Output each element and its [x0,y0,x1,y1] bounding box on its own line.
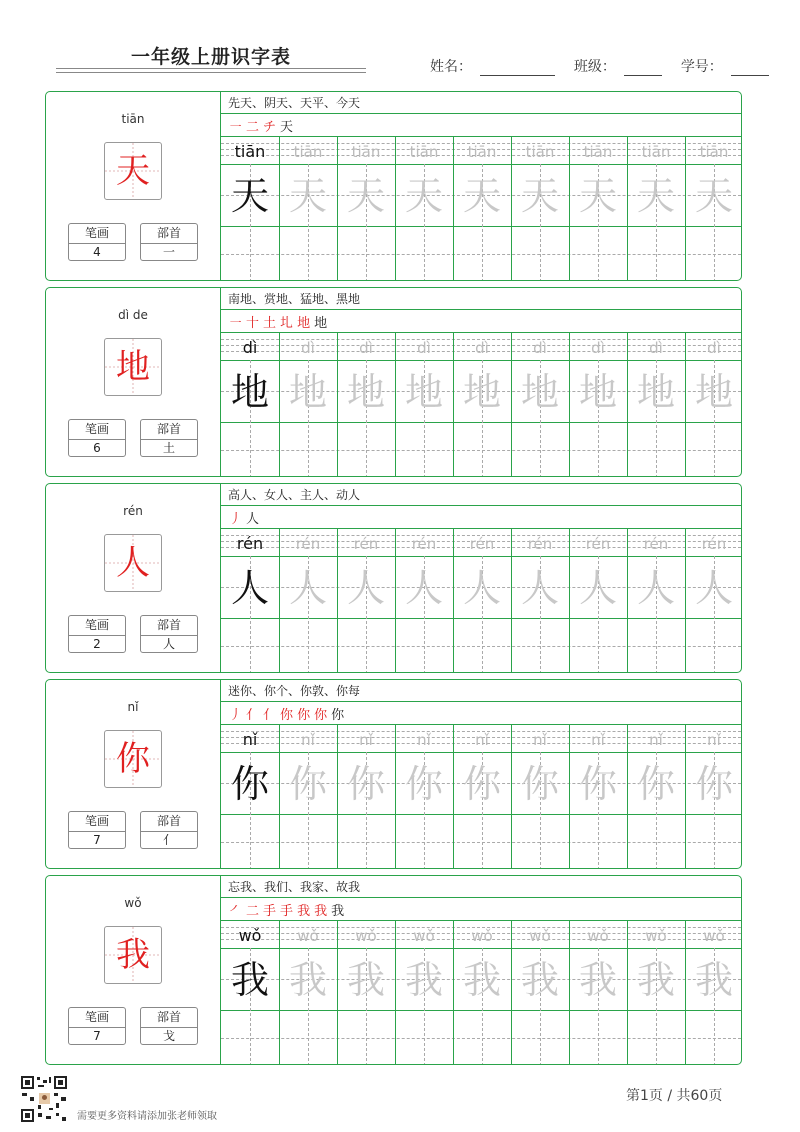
trace-character: 人 [404,566,443,610]
stroke-step: ㇒ [229,904,244,919]
grid-line [221,136,741,137]
stroke-step: 你 [331,708,346,723]
character-glyph: 地 [116,347,150,387]
stroke-step: 丿 [229,512,244,527]
radical-box [140,811,198,849]
character-glyph: 天 [116,151,150,191]
example-words: 忘我、我们、我家、故我 [228,880,361,894]
character-glyph: 人 [116,543,150,583]
character-pinyin: rén [123,504,143,518]
radical-box-label: 部首 [141,420,197,440]
trace-pinyin: wǒ [413,927,435,945]
writing-cell[interactable] [685,423,742,477]
radical-box-value: 人 [162,637,175,651]
trace-character: 你 [346,762,385,806]
trace-pinyin: dì [475,339,489,357]
footer-note: 需要更多资料请添加张老师领取 [77,1111,217,1122]
writing-cell[interactable] [511,1011,569,1065]
writing-cell[interactable] [685,619,742,673]
trace-character: 你 [578,762,617,806]
radical-box-label: 部首 [141,224,197,244]
writing-cell[interactable] [337,815,395,869]
writing-cell[interactable] [685,1011,742,1065]
trace-pinyin: dì [649,339,663,357]
stroke-step: チ [263,120,278,135]
practice-grid [221,876,741,1064]
stroke-order [229,116,297,135]
writing-cell[interactable] [279,815,337,869]
writing-cell[interactable] [453,423,511,477]
stroke-step: 你 [280,708,295,723]
trace-character: 你 [636,762,675,806]
trace-pinyin: rén [353,535,379,553]
character-card [45,91,742,281]
trace-character: 我 [520,958,559,1002]
writing-cell[interactable] [395,619,453,673]
trace-pinyin: tiān [699,143,729,161]
stroke-step: 人 [246,512,261,527]
writing-cell[interactable] [569,815,627,869]
trace-pinyin: nǐ [533,731,547,749]
trace-character: 我 [288,958,327,1002]
model-character: 你 [230,762,269,806]
writing-cell[interactable] [511,619,569,673]
stroke-count-box [68,1007,126,1045]
trace-pinyin: wǒ [645,927,667,945]
writing-cell[interactable] [627,227,685,281]
trace-character: 天 [578,174,617,218]
character-summary [46,680,221,868]
stroke-step: 地 [314,316,329,331]
writing-cell[interactable] [569,619,627,673]
example-words: 南地、赏地、猛地、黑地 [228,292,361,306]
trace-character: 人 [578,566,617,610]
trace-pinyin: nǐ [359,731,373,749]
character-pinyin: nǐ [127,700,139,714]
trace-character: 人 [636,566,675,610]
stroke-step: 亻 [263,708,278,723]
writing-cell[interactable] [685,227,742,281]
grid-line [221,724,741,725]
title-rule-lower [56,72,366,73]
example-words: 迷你、你个、你敦、你每 [228,684,361,698]
writing-cell[interactable] [627,619,685,673]
writing-cell[interactable] [511,227,569,281]
trace-character: 地 [694,370,733,414]
trace-pinyin: tiān [409,143,439,161]
character-summary [46,288,221,476]
stroke-step: 十 [246,316,261,331]
model-pinyin: rén [236,534,264,553]
stroke-step: 丿 [229,708,244,723]
trace-pinyin: nǐ [301,731,315,749]
trace-character: 我 [636,958,675,1002]
trace-pinyin: wǒ [587,927,609,945]
writing-cell[interactable] [395,1011,453,1065]
writing-cell[interactable] [453,1011,511,1065]
character-pinyin: dì de [118,308,148,322]
trace-character: 人 [288,566,327,610]
character-summary [46,876,221,1064]
character-pinyin: tiān [121,112,145,126]
trace-pinyin: rén [585,535,611,553]
trace-character: 你 [404,762,443,806]
writing-cell[interactable] [453,619,511,673]
stroke-step: 你 [297,708,312,723]
trace-character: 你 [520,762,559,806]
trace-character: 天 [636,174,675,218]
writing-cell[interactable] [453,227,511,281]
stroke-step: ㇐ [229,316,244,331]
trace-character: 地 [578,370,617,414]
trace-character: 我 [404,958,443,1002]
trace-pinyin: nǐ [417,731,431,749]
trace-character: 天 [520,174,559,218]
page-title: 一年级上册识字表 [130,46,291,68]
grid-line [221,309,741,310]
stroke-step: 地 [297,316,312,331]
stroke-count-box [68,615,126,653]
stroke-step: 手 [263,904,278,919]
writing-cell[interactable] [511,815,569,869]
stroke-count-box-value: 6 [93,441,101,455]
writing-cell[interactable] [279,423,337,477]
trace-pinyin: dì [301,339,315,357]
name-field[interactable] [480,61,555,76]
character-box [104,338,162,396]
trace-pinyin: tiān [351,143,381,161]
writing-cell[interactable] [337,619,395,673]
character-card [45,875,742,1065]
trace-pinyin: nǐ [475,731,489,749]
stroke-count-box-label: 笔画 [69,812,125,832]
stroke-step: 我 [331,904,346,919]
trace-pinyin: tiān [293,143,323,161]
trace-character: 我 [346,958,385,1002]
trace-pinyin: rén [643,535,669,553]
character-box [104,730,162,788]
trace-character: 天 [462,174,501,218]
grid-line [221,113,741,114]
stroke-order [229,704,348,723]
number-field[interactable] [731,61,769,76]
trace-pinyin: dì [533,339,547,357]
writing-cell[interactable] [627,423,685,477]
trace-pinyin: wǒ [529,927,551,945]
stroke-step: 二 [246,120,261,135]
model-pinyin: dì [242,338,258,357]
stroke-order [229,312,331,331]
grid-line [221,556,741,557]
writing-cell[interactable] [337,227,395,281]
radical-box-value: 土 [162,441,175,455]
trace-character: 天 [694,174,733,218]
writing-cell[interactable] [627,1011,685,1065]
stroke-step: ㇐ [229,120,244,135]
title-rule [56,68,366,69]
character-box [104,534,162,592]
stroke-step: 我 [314,904,329,919]
trace-character: 地 [404,370,443,414]
trace-character: 人 [346,566,385,610]
trace-character: 地 [288,370,327,414]
stroke-count-box-label: 笔画 [69,616,125,636]
class-label: 班级： [573,59,616,75]
trace-character: 你 [288,762,327,806]
writing-cell[interactable] [337,1011,395,1065]
character-summary [46,484,221,672]
grid-line [221,948,741,949]
example-words: 高人、女人、主人、动人 [228,488,361,502]
stroke-count-box-value: 7 [93,1029,101,1043]
stroke-count-box-label: 笔画 [69,1008,125,1028]
radical-box-label: 部首 [141,1008,197,1028]
trace-character: 我 [462,958,501,1002]
trace-pinyin: tiān [525,143,555,161]
page-number: 第1页 / 共60页 [626,1088,723,1104]
writing-cell[interactable] [221,619,279,673]
qr-code [20,1075,68,1123]
grid-line [221,332,741,333]
model-character: 我 [230,958,269,1002]
writing-cell[interactable] [685,815,742,869]
radical-box-value: 一 [162,245,175,259]
grid-line [221,752,741,753]
radical-box-label: 部首 [141,616,197,636]
name-label: 姓名： [430,59,472,75]
character-glyph: 你 [116,739,150,779]
writing-cell[interactable] [221,423,279,477]
stroke-count-box [68,419,126,457]
writing-cell[interactable] [395,815,453,869]
trace-character: 地 [346,370,385,414]
number-label: 学号： [680,59,723,75]
writing-cell[interactable] [221,815,279,869]
writing-cell[interactable] [221,227,279,281]
radical-box [140,223,198,261]
radical-box [140,615,198,653]
trace-pinyin: wǒ [297,927,319,945]
trace-pinyin: rén [411,535,437,553]
trace-character: 地 [520,370,559,414]
character-pinyin: wǒ [124,896,142,910]
writing-cell[interactable] [279,619,337,673]
example-words: 先天、阴天、天平、今天 [228,96,361,110]
model-pinyin: wǒ [238,926,262,945]
trace-pinyin: rén [527,535,553,553]
model-pinyin: tiān [234,142,266,161]
model-pinyin: nǐ [242,730,258,749]
practice-grid [221,92,741,280]
writing-cell[interactable] [279,227,337,281]
grid-line [221,360,741,361]
stroke-count-box-value: 2 [93,637,101,651]
trace-pinyin: nǐ [707,731,721,749]
trace-character: 人 [520,566,559,610]
trace-pinyin: dì [707,339,721,357]
model-character: 天 [230,174,269,218]
stroke-order [229,900,348,919]
radical-box-value: 亻 [162,833,175,847]
trace-character: 我 [578,958,617,1002]
character-card [45,679,742,869]
character-summary [46,92,221,280]
trace-character: 地 [636,370,675,414]
character-glyph: 我 [116,935,150,975]
writing-cell[interactable] [569,1011,627,1065]
writing-cell[interactable] [279,1011,337,1065]
trace-pinyin: dì [417,339,431,357]
writing-cell[interactable] [511,423,569,477]
stroke-count-box [68,223,126,261]
trace-character: 你 [694,762,733,806]
trace-pinyin: wǒ [471,927,493,945]
writing-cell[interactable] [453,815,511,869]
stroke-order [229,508,263,527]
writing-cell[interactable] [221,1011,279,1065]
class-field[interactable] [624,61,662,76]
stroke-step: 手 [280,904,295,919]
character-card [45,287,742,477]
writing-cell[interactable] [569,227,627,281]
student-info [430,56,769,76]
trace-character: 人 [694,566,733,610]
grid-line [221,164,741,165]
practice-grid [221,484,741,672]
trace-character: 我 [694,958,733,1002]
practice-grid [221,680,741,868]
writing-cell[interactable] [395,423,453,477]
stroke-step: 二 [246,904,261,919]
stroke-step: 土 [263,316,278,331]
model-character: 地 [230,370,269,414]
radical-box [140,419,198,457]
trace-character: 天 [404,174,443,218]
stroke-count-box [68,811,126,849]
radical-box-value: 戈 [162,1029,175,1043]
radical-box-label: 部首 [141,812,197,832]
trace-character: 天 [288,174,327,218]
character-box [104,926,162,984]
trace-pinyin: tiān [583,143,613,161]
trace-character: 地 [462,370,501,414]
grid-line [221,897,741,898]
stroke-step: 亻 [246,708,261,723]
stroke-step: 我 [297,904,312,919]
stroke-count-box-value: 7 [93,833,101,847]
trace-pinyin: dì [591,339,605,357]
practice-grid [221,288,741,476]
trace-pinyin: rén [295,535,321,553]
stroke-step: 天 [280,120,295,135]
stroke-count-box-label: 笔画 [69,224,125,244]
writing-cell[interactable] [337,423,395,477]
radical-box [140,1007,198,1045]
trace-pinyin: rén [469,535,495,553]
trace-pinyin: wǒ [355,927,377,945]
writing-cell[interactable] [627,815,685,869]
trace-character: 你 [462,762,501,806]
trace-pinyin: tiān [641,143,671,161]
trace-pinyin: dì [359,339,373,357]
grid-line [221,920,741,921]
stroke-count-box-label: 笔画 [69,420,125,440]
model-character: 人 [230,566,269,610]
trace-pinyin: nǐ [649,731,663,749]
writing-cell[interactable] [569,423,627,477]
stroke-step: 圠 [280,316,295,331]
character-box [104,142,162,200]
trace-character: 人 [462,566,501,610]
stroke-count-box-value: 4 [93,245,101,259]
trace-pinyin: wǒ [703,927,725,945]
writing-cell[interactable] [395,227,453,281]
grid-line [221,701,741,702]
trace-pinyin: tiān [467,143,497,161]
grid-line [221,528,741,529]
grid-line [221,505,741,506]
trace-pinyin: nǐ [591,731,605,749]
stroke-step: 你 [314,708,329,723]
character-card [45,483,742,673]
trace-pinyin: rén [701,535,727,553]
trace-character: 天 [346,174,385,218]
